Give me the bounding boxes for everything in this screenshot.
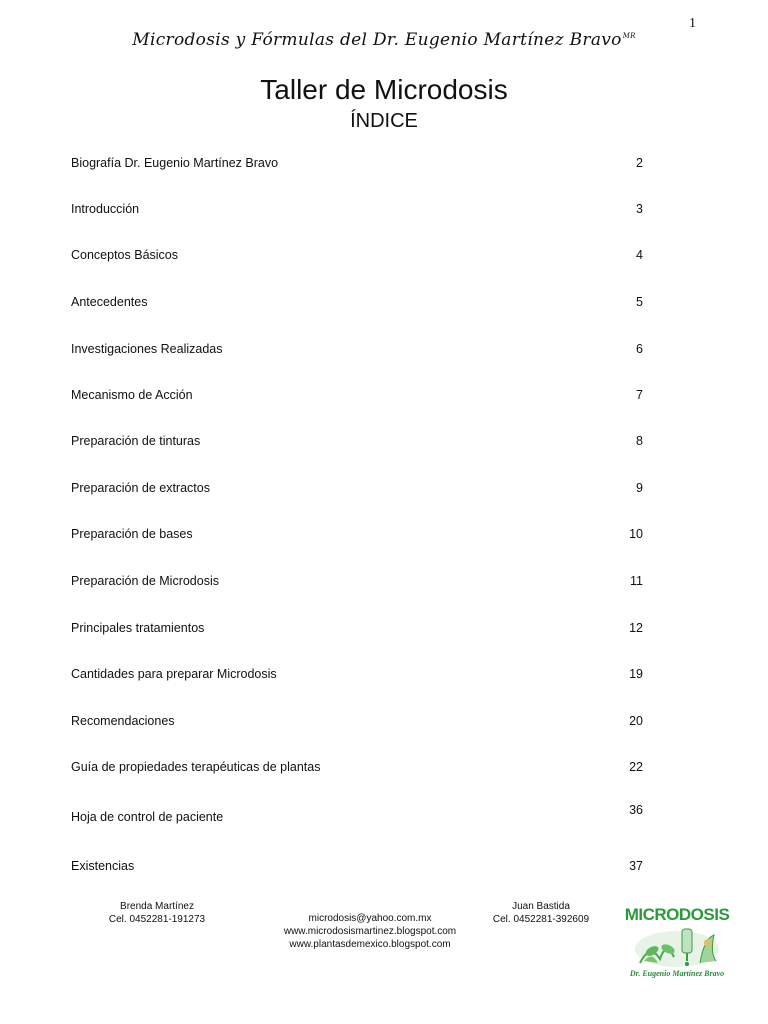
toc-entry (71, 481, 643, 503)
microdosis-logo (622, 905, 732, 985)
toc-entry-label: Conceptos Básicos (71, 248, 179, 262)
toc-entry-page: 8 (636, 434, 643, 448)
toc-entry-page: 2 (636, 156, 643, 170)
toc-entry (71, 527, 643, 549)
toc-entry (71, 667, 643, 689)
toc-entry-label: Biografía Dr. Eugenio Martínez Bravo (71, 156, 279, 170)
logo-subtext: Dr. Eugenio Martínez Bravo (629, 969, 725, 978)
toc-entry (71, 388, 643, 410)
toc-entry (71, 342, 643, 364)
toc-entry (71, 714, 643, 736)
toc-entry (71, 295, 643, 317)
contact-email: microdosis@yahoo.com.mx (308, 913, 432, 924)
plant-dropper-icon (630, 923, 724, 969)
toc-entry (71, 859, 643, 881)
toc-entry-page: 9 (636, 481, 643, 495)
toc-entry-page: 7 (636, 388, 643, 402)
toc-entry-page: 6 (636, 342, 643, 356)
toc-entry-label: Hoja de control de paciente (71, 810, 224, 824)
toc-entry-label: Investigaciones Realizadas (71, 342, 223, 356)
document-title: Taller de Microdosis (260, 74, 508, 105)
footer-contact-right (486, 900, 596, 926)
toc-entry-page: 20 (629, 714, 643, 728)
contact-phone: Cel. 0452281-191273 (108, 914, 206, 925)
toc-entry (71, 621, 643, 643)
toc-entry-page: 10 (629, 527, 643, 541)
toc-entry-label: Principales tratamientos (71, 621, 205, 635)
page-number: 1 (689, 16, 696, 31)
toc-entry-page: 5 (636, 295, 643, 309)
toc-entry-label: Preparación de bases (71, 527, 193, 541)
index-heading: ÍNDICE (350, 110, 418, 132)
toc-entry-label: Existencias (71, 859, 135, 873)
toc-entry-page: 4 (636, 248, 643, 262)
toc-entry-page: 12 (629, 621, 643, 635)
toc-entry-page: 19 (629, 667, 643, 681)
toc-entry-label: Preparación de extractos (71, 481, 210, 495)
header-text: Microdosis y Fórmulas del Dr. Eugenio Martínez Bravo (132, 30, 622, 50)
toc-entry (71, 248, 643, 270)
contact-name: Brenda Martínez (120, 901, 194, 912)
toc-entry-label: Antecedentes (71, 295, 148, 309)
toc-entry-page: 3 (636, 202, 643, 216)
toc-entry-label: Mecanismo de Acción (71, 388, 193, 402)
toc-entry-page: 36 (629, 803, 643, 817)
footer-contact-center (262, 912, 478, 951)
blog-link: www.microdosismartinez.blogspot.com (283, 926, 457, 937)
trademark-mark: MR (622, 32, 636, 41)
toc-entry (71, 803, 643, 837)
toc-entry-label: Recomendaciones (71, 714, 175, 728)
blog-link: www.plantasdemexico.blogspot.com (289, 939, 451, 950)
toc-entry (71, 574, 643, 596)
toc-entry-page: 37 (629, 859, 643, 873)
footer-contact-left (92, 900, 222, 926)
toc-entry-label: Preparación de Microdosis (71, 574, 219, 588)
contact-phone: Cel. 0452281-392609 (492, 914, 590, 925)
toc-entry (71, 434, 643, 456)
toc-entry (71, 760, 643, 782)
toc-entry-page: 11 (630, 574, 643, 588)
toc-entry-label: Introducción (71, 202, 140, 216)
toc-entry-page: 22 (629, 760, 643, 774)
contact-name: Juan Bastida (512, 901, 570, 912)
toc-entry-label: Preparación de tinturas (71, 434, 201, 448)
toc-entry (71, 156, 643, 178)
toc-entry-label: Guía de propiedades terapéuticas de plantas (71, 760, 321, 774)
toc-entry-label: Cantidades para preparar Microdosis (71, 667, 277, 681)
logo-text: MICRODOSIS (624, 905, 730, 924)
toc-entry (71, 202, 643, 224)
